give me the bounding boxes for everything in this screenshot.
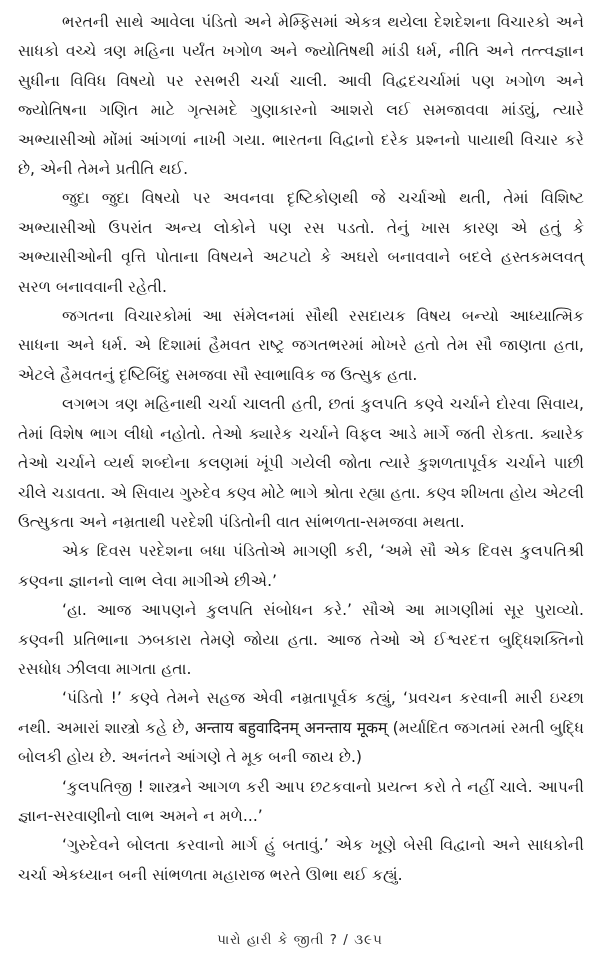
paragraph-8: ‘કુલપતિજી ! શાસ્ત્રને આગળ કરી આપ છટકવાનો પ્રયત્ન કરો તે નહીં ચાલે. આપની જ્ઞાન-સરવાણીનો લાભ અમને ન મળે...’ (18, 777, 584, 825)
paragraph-5: એક દિવસ પરદેશના બધા પંડિતોએ માગણી કરી, ‘અમે સૌ એક દિવસ કુલપતિશ્રી કણ્વના જ્ઞાનનો લાભ લેવા માગીએ છીએ.’ (18, 542, 584, 590)
book-page (18, 8, 584, 890)
paragraph-9: ‘ગુરુદેવને બોલતા કરવાનો માર્ગ હું બતાવું.’ એક ખૂણે બેસી વિદ્વાનો અને સાધકોની ચર્ચા એકધ્યાન બની સાંભળતા મહારાજ ભરતે ઊભા થઈ કહ્યું. (18, 836, 584, 884)
paragraph-3: જગતના વિચારકોમાં આ સંમેલનમાં સૌથી રસદાયક વિષય બન્યો આધ્યાત્મિક સાધના અને ધર્મ. એ દિશામાં હૈમવત રાષ્ટ્ર જગતભરમાં મોખરે હતો તેમ સૌ જાણતા હતા, એટલે હૈમવતનું દૃષ્ટિબિંદુ સમજવા સૌ સ્વાભાવિક જ ઉત્સુક હતા. (18, 307, 584, 384)
paragraph-6: ‘હા. આજ આપણને કુલપતિ સંબોધન કરે.’ સૌએ આ માગણીમાં સૂર પુરાવ્યો. કણ્વની પ્રતિભાના ઝબકારા તેમણે જોયા હતા. આજ તેઓ એ ઈશ્વરદત્ત બુદ્ધિશક્તિનો રસધોધ ઝીલવા માગતા હતા. (18, 601, 584, 678)
paragraph-1: ભરતની સાથે આવેલા પંડિતો અને મેમ્ફિસમાં એકત્ર થયેલા દેશદેશના વિચારકો અને સાધકો વચ્ચે ત્રણ મહિના પર્યંત ખગોળ અને જ્યોતિષથી માંડી ધર્મ, નીતિ અને તત્ત્વજ્ઞાન સુધીના વિવિધ વિષયો પર રસભરી ચર્ચા ચાલી. આવી વિદ્વદચર્ચામાં પણ ખગોળ અને જ્યોતિષના ગણિત માટે ગૃત્સમદે ગુણાકારનો આશરો લઈ સમજાવવા માંડ્યું, ત્યારે અભ્યાસીઓ મોંમાં આંગળાં નાખી ગયા. ભારતના વિદ્વાનો દરેક પ્રશ્નનો પાયાથી વિચાર કરે છે, એની તેમને પ્રતીતિ થઈ. (18, 13, 584, 179)
paragraph-7: ‘પંડિતો !’ કણ્વે તેમને સહજ એવી નમ્રતાપૂર્વક કહ્યું, ‘પ્રવચન કરવાની મારી ઇચ્છા નથી. અમારાં શાસ્ત્રો કહે છે, अन्ताय बहुवादिनम् अनन्ताय मूकम् (મર્યાદિત જગતમાં રમતી બુદ્ધિ બોલકી હોય છે. અનંતને આંગણે તે મૂક બની જાય છે.) (18, 689, 584, 767)
paragraph-4: લગભગ ત્રણ મહિનાથી ચર્ચા ચાલતી હતી, છતાં કુલપતિ કણ્વે ચર્ચાને દોરવા સિવાય, તેમાં વિશેષ ભાગ લીધો નહોતો. તેઓ ક્યારેક ચર્ચાને વિફલ આડે માર્ગે જતી રોકતા. ક્યારેક તેઓ ચર્ચાને વ્યર્થ શબ્દોના કલણમાં ખૂંપી ગયેલી જોતા ત્યારે કુશળતાપૂર્વક ચર્ચાને પાછી ચીલે ચડાવતા. એ સિવાય ગુરુદેવ કણ્વ મોટે ભાગે શ્રોતા રહ્યા હતા. કણ્વ શીખતા હોય એટલી ઉત્સુકતા અને નમ્રતાથી પરદેશી પંડિતોની વાત સાંભળતા-સમજવા મથતા. (18, 395, 584, 531)
paragraph-2: જુદા જુદા વિષયો પર અવનવા દૃષ્ટિકોણથી જે ચર્ચાઓ થતી, તેમાં વિશિષ્ટ અભ્યાસીઓ ઉપરાંત અન્ય લોકોને પણ રસ પડતો. તેનું ખાસ કારણ એ હતું કે અભ્યાસીઓની વૃત્તિ પોતાના વિષયને અટપટો કે અઘરો બનાવવાને બદલે હસ્તકમલવત્ સરળ બનાવવાની રહેતી. (18, 189, 584, 296)
page-footer: પારો હારી કે જીતી ? / ૩૯૫ (217, 932, 383, 948)
